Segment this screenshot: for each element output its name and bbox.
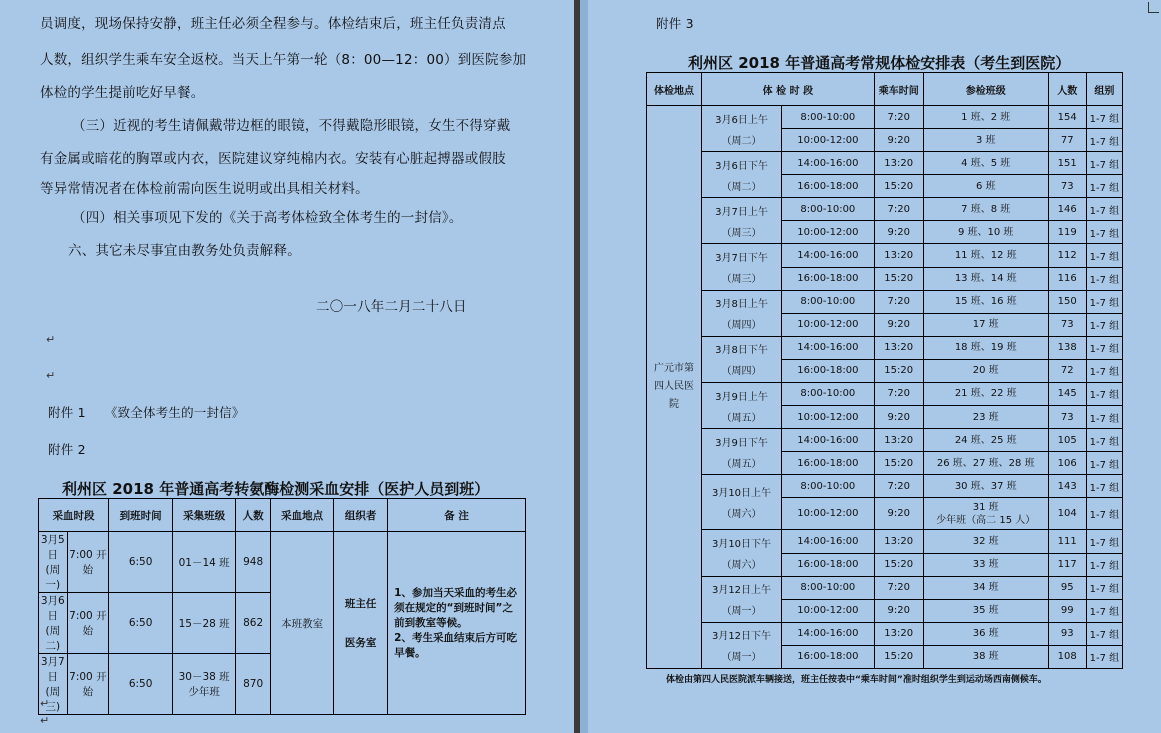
session-cell: 3月10日下午 （周六） [702, 530, 782, 576]
session-cell: 3月6日上午 （周二） [702, 106, 782, 152]
date-cell: 3月5日 (周一) [39, 532, 68, 593]
count-cell: 154 [1048, 106, 1086, 129]
time-cell: 16:00-18:00 [782, 359, 875, 382]
time-cell: 14:00-16:00 [782, 244, 875, 267]
time-cell: 10:00-12:00 [782, 129, 875, 152]
count-cell: 77 [1048, 129, 1086, 152]
bus-time-cell: 7:20 [874, 106, 923, 129]
group-cell: 1-7 组 [1086, 244, 1122, 267]
bus-time-cell: 13:20 [874, 336, 923, 359]
arrive-cell: 6:50 [109, 654, 173, 715]
classes-cell: 21 班、22 班 [923, 382, 1048, 405]
bus-time-cell: 7:20 [874, 382, 923, 405]
classes-cell: 24 班、25 班 [923, 429, 1048, 452]
attachment-2: 附件 2 [48, 442, 86, 457]
start-cell: 7:00 开始 [67, 532, 109, 593]
date-cell: 3月7日 (周三) [39, 654, 68, 715]
header-classes: 参检班级 [923, 73, 1048, 106]
attachment-3: 附件 3 [656, 16, 694, 31]
time-cell: 8:00-10:00 [782, 475, 875, 498]
group-cell: 1-7 组 [1086, 599, 1122, 622]
classes-cell: 23 班 [923, 406, 1048, 429]
count-cell: 93 [1048, 622, 1086, 645]
time-cell: 16:00-18:00 [782, 175, 875, 198]
group-cell: 1-7 组 [1086, 221, 1122, 244]
group-cell: 1-7 组 [1086, 475, 1122, 498]
session-cell: 3月9日上午 （周五） [702, 382, 782, 428]
bus-time-cell: 13:20 [874, 622, 923, 645]
margin-corner-mark [1148, 2, 1159, 13]
session-cell: 3月12日上午 （周一） [702, 576, 782, 622]
session-cell: 3月8日上午 （周四） [702, 290, 782, 336]
group-cell: 1-7 组 [1086, 645, 1122, 668]
classes-cell: 6 班 [923, 175, 1048, 198]
session-cell: 3月7日下午 （周三） [702, 244, 782, 290]
time-cell: 10:00-12:00 [782, 221, 875, 244]
classes-cell: 34 班 [923, 576, 1048, 599]
time-cell: 8:00-10:00 [782, 290, 875, 313]
count-cell: 105 [1048, 429, 1086, 452]
group-cell: 1-7 组 [1086, 429, 1122, 452]
count-cell: 948 [236, 532, 271, 593]
blood-test-table-title: 利州区 2018 年普通高考转氨酶检测采血安排（医护人员到班） [62, 480, 490, 498]
header-count: 人数 [236, 499, 271, 532]
classes-cell: 13 班、14 班 [923, 267, 1048, 290]
paragraph-mark: ↵ [46, 333, 56, 346]
header-time-slot: 体 检 时 段 [702, 73, 875, 106]
bus-time-cell: 7:20 [874, 576, 923, 599]
table-row [647, 106, 1123, 129]
table-row [647, 475, 1123, 498]
table-row [647, 429, 1123, 452]
classes-cell: 1 班、2 班 [923, 106, 1048, 129]
start-cell: 7:00 开始 [67, 654, 109, 715]
time-cell: 16:00-18:00 [782, 267, 875, 290]
paragraph-line-6: 等异常情况者在体检前需向医生说明或出具相关材料。 [40, 181, 369, 197]
date-cell: 3月6日 (周二) [39, 593, 68, 654]
bus-time-cell: 13:20 [874, 530, 923, 553]
paragraph-line-4: （三）近视的考生请佩戴带边框的眼镜，不得戴隐形眼镜，女生不得穿戴 [72, 118, 511, 134]
header-location: 体检地点 [647, 73, 702, 106]
table-row [39, 532, 526, 593]
count-cell: 143 [1048, 475, 1086, 498]
attachment-1: 附件 1 《致全体考生的一封信》 [48, 405, 245, 420]
table-row [647, 622, 1123, 645]
count-cell: 108 [1048, 645, 1086, 668]
classes-cell: 30 班、37 班 [923, 475, 1048, 498]
time-cell: 8:00-10:00 [782, 106, 875, 129]
table-row [647, 152, 1123, 175]
group-cell: 1-7 组 [1086, 152, 1122, 175]
table-row [647, 530, 1123, 553]
group-cell: 1-7 组 [1086, 359, 1122, 382]
group-cell: 1-7 组 [1086, 290, 1122, 313]
left-document-page[interactable] [0, 0, 574, 733]
time-cell: 10:00-12:00 [782, 406, 875, 429]
header-classes: 采集班级 [173, 499, 236, 532]
checkup-table-title: 利州区 2018 年普通高考常规体检安排表（考生到医院） [688, 54, 1071, 72]
count-cell: 119 [1048, 221, 1086, 244]
organizer-cell: 班主任 医务室 [334, 532, 388, 715]
count-cell: 112 [1048, 244, 1086, 267]
count-cell: 106 [1048, 452, 1086, 475]
bus-time-cell: 15:20 [874, 452, 923, 475]
document-date: 二〇一八年二月二十八日 [316, 299, 467, 315]
classes-cell: 26 班、27 班、28 班 [923, 452, 1048, 475]
classes-cell: 30－38 班 少年班 [173, 654, 236, 715]
count-cell: 95 [1048, 576, 1086, 599]
paragraph-line-8: 六、其它未尽事宜由教务处负责解释。 [68, 243, 301, 259]
session-cell: 3月6日下午 （周二） [702, 152, 782, 198]
classes-cell: 33 班 [923, 553, 1048, 576]
time-cell: 16:00-18:00 [782, 452, 875, 475]
bus-time-cell: 9:20 [874, 498, 923, 530]
session-cell: 3月9日下午 （周五） [702, 429, 782, 475]
bus-time-cell: 13:20 [874, 244, 923, 267]
count-cell: 116 [1048, 267, 1086, 290]
time-cell: 14:00-16:00 [782, 530, 875, 553]
count-cell: 146 [1048, 198, 1086, 221]
location-cell: 广元市第四人民医院 [647, 106, 702, 669]
header-time-slot: 采血时段 [39, 499, 109, 532]
group-cell: 1-7 组 [1086, 382, 1122, 405]
paragraph-mark: ↵ [40, 714, 50, 727]
count-cell: 104 [1048, 498, 1086, 530]
paragraph-line-2: 人数，组织学生乘车安全返校。当天上午第一轮（8：00—12：00）到医院参加 [40, 52, 527, 68]
paragraph-line-7: （四）相关事项见下发的《关于高考体检致全体考生的一封信》。 [72, 210, 463, 226]
start-cell: 7:00 开始 [67, 593, 109, 654]
session-cell: 3月12日下午 （周一） [702, 622, 782, 668]
page-divider-margin [580, 0, 588, 733]
time-cell: 16:00-18:00 [782, 553, 875, 576]
group-cell: 1-7 组 [1086, 106, 1122, 129]
time-cell: 8:00-10:00 [782, 382, 875, 405]
group-cell: 1-7 组 [1086, 406, 1122, 429]
bus-time-cell: 7:20 [874, 198, 923, 221]
table-row [647, 336, 1123, 359]
table-row [647, 244, 1123, 267]
group-cell: 1-7 组 [1086, 553, 1122, 576]
header-arrive-time: 到班时间 [109, 499, 173, 532]
arrive-cell: 6:50 [109, 593, 173, 654]
time-cell: 16:00-18:00 [782, 645, 875, 668]
table-row [647, 290, 1123, 313]
time-cell: 8:00-10:00 [782, 576, 875, 599]
classes-cell: 7 班、8 班 [923, 198, 1048, 221]
time-cell: 10:00-12:00 [782, 599, 875, 622]
session-cell: 3月7日上午 （周三） [702, 198, 782, 244]
table-row [647, 576, 1123, 599]
count-cell: 73 [1048, 175, 1086, 198]
header-bus-time: 乘车时间 [874, 73, 923, 106]
footer-note: 体检由第四人民医院派车辆接送，班主任按表中“乘车时间”准时组织学生到运动场西南侧候车。 [666, 675, 1047, 685]
count-cell: 151 [1048, 152, 1086, 175]
header-note: 备 注 [388, 499, 526, 532]
time-cell: 14:00-16:00 [782, 429, 875, 452]
time-cell: 14:00-16:00 [782, 336, 875, 359]
group-cell: 1-7 组 [1086, 313, 1122, 336]
classes-cell: 20 班 [923, 359, 1048, 382]
group-cell: 1-7 组 [1086, 576, 1122, 599]
arrive-cell: 6:50 [109, 532, 173, 593]
count-cell: 73 [1048, 313, 1086, 336]
count-cell: 138 [1048, 336, 1086, 359]
classes-cell: 17 班 [923, 313, 1048, 336]
header-location: 采血地点 [271, 499, 334, 532]
bus-time-cell: 15:20 [874, 359, 923, 382]
bus-time-cell: 9:20 [874, 129, 923, 152]
bus-time-cell: 15:20 [874, 267, 923, 290]
paragraph-line-3: 体检的学生提前吃好早餐。 [40, 85, 205, 101]
session-cell: 3月10日上午 （周六） [702, 475, 782, 530]
count-cell: 72 [1048, 359, 1086, 382]
classes-cell: 15－28 班 [173, 593, 236, 654]
bus-time-cell: 15:20 [874, 175, 923, 198]
classes-cell: 32 班 [923, 530, 1048, 553]
count-cell: 870 [236, 654, 271, 715]
bus-time-cell: 9:20 [874, 221, 923, 244]
group-cell: 1-7 组 [1086, 498, 1122, 530]
right-document-page[interactable] [588, 0, 1161, 733]
classes-cell: 11 班、12 班 [923, 244, 1048, 267]
time-cell: 10:00-12:00 [782, 313, 875, 336]
classes-cell: 18 班、19 班 [923, 336, 1048, 359]
time-cell: 14:00-16:00 [782, 622, 875, 645]
paragraph-line-5: 有金属或暗花的胸罩或内衣，医院建议穿纯棉内衣。安装有心脏起搏器或假肢 [40, 151, 506, 167]
classes-cell: 36 班 [923, 622, 1048, 645]
bus-time-cell: 9:20 [874, 406, 923, 429]
paragraph-mark: ↵ [46, 369, 56, 382]
classes-cell: 35 班 [923, 599, 1048, 622]
header-count: 人数 [1048, 73, 1086, 106]
group-cell: 1-7 组 [1086, 452, 1122, 475]
session-cell: 3月8日下午 （周四） [702, 336, 782, 382]
table-row [647, 198, 1123, 221]
bus-time-cell: 7:20 [874, 475, 923, 498]
count-cell: 117 [1048, 553, 1086, 576]
header-group: 组别 [1086, 73, 1122, 106]
blood-test-table [38, 498, 526, 715]
table-row [647, 382, 1123, 405]
count-cell: 73 [1048, 406, 1086, 429]
group-cell: 1-7 组 [1086, 175, 1122, 198]
classes-cell: 3 班 [923, 129, 1048, 152]
group-cell: 1-7 组 [1086, 267, 1122, 290]
checkup-table-body [647, 106, 1123, 669]
header-organizer: 组织者 [334, 499, 388, 532]
bus-time-cell: 15:20 [874, 645, 923, 668]
count-cell: 145 [1048, 382, 1086, 405]
bus-time-cell: 15:20 [874, 553, 923, 576]
time-cell: 8:00-10:00 [782, 198, 875, 221]
bus-time-cell: 13:20 [874, 429, 923, 452]
count-cell: 111 [1048, 530, 1086, 553]
classes-cell: 01－14 班 [173, 532, 236, 593]
group-cell: 1-7 组 [1086, 622, 1122, 645]
time-cell: 10:00-12:00 [782, 498, 875, 530]
bus-time-cell: 13:20 [874, 152, 923, 175]
classes-cell: 15 班、16 班 [923, 290, 1048, 313]
bus-time-cell: 9:20 [874, 599, 923, 622]
classes-cell: 31 班 少年班（高二 15 人） [923, 498, 1048, 530]
group-cell: 1-7 组 [1086, 530, 1122, 553]
bus-time-cell: 7:20 [874, 290, 923, 313]
count-cell: 99 [1048, 599, 1086, 622]
classes-cell: 9 班、10 班 [923, 221, 1048, 244]
time-cell: 14:00-16:00 [782, 152, 875, 175]
group-cell: 1-7 组 [1086, 198, 1122, 221]
location-cell: 本班教室 [271, 532, 334, 715]
checkup-table [646, 72, 1123, 669]
note-cell: 1、参加当天采血的考生必须在规定的“到班时间”之前到教室等候。 2、考生采血结束后方可吃早餐。 [388, 532, 526, 715]
count-cell: 862 [236, 593, 271, 654]
bus-time-cell: 9:20 [874, 313, 923, 336]
group-cell: 1-7 组 [1086, 336, 1122, 359]
classes-cell: 38 班 [923, 645, 1048, 668]
paragraph-mark: ↵ [40, 697, 50, 710]
count-cell: 150 [1048, 290, 1086, 313]
group-cell: 1-7 组 [1086, 129, 1122, 152]
classes-cell: 4 班、5 班 [923, 152, 1048, 175]
paragraph-line-1: 员调度，现场保持安静，班主任必须全程参与。体检结束后，班主任负责清点 [40, 16, 506, 32]
